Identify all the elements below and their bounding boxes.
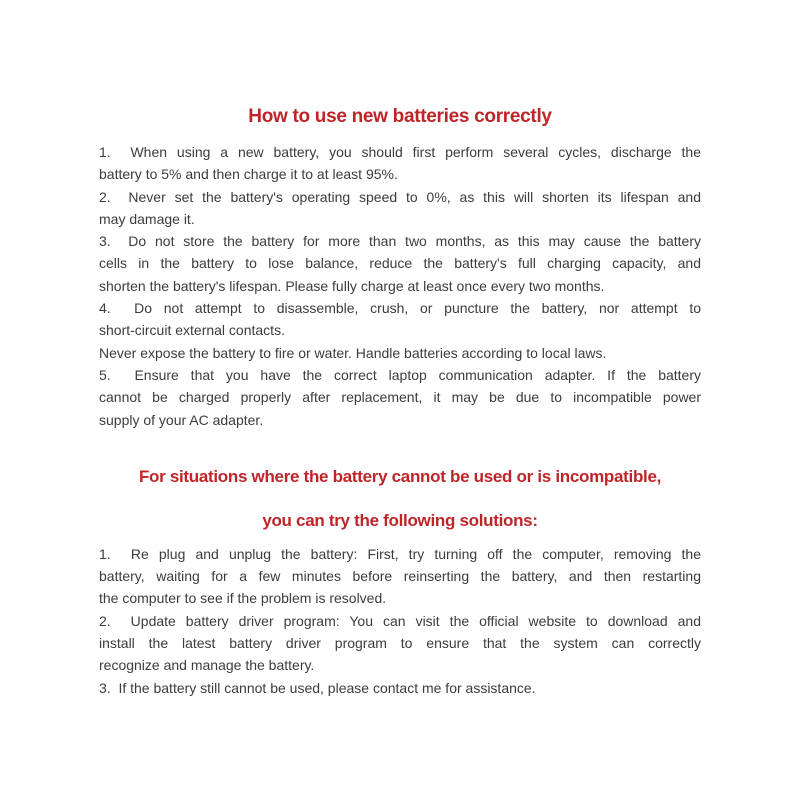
paragraph-line: battery, waiting for a few minutes before reinserting the battery, and then restarting	[99, 568, 701, 585]
section2-heading-line2: you can try the following solutions:	[262, 510, 538, 530]
paragraph-line: 1. When using a new battery, you should first perform several cycles, discharge the	[99, 144, 701, 160]
section1-heading: How to use new batteries correctly	[248, 106, 552, 127]
paragraph-line: Never expose the battery to fire or water. Handle batteries according to local laws.	[99, 344, 607, 361]
paragraph-line: 1. Re plug and unplug the battery: First, try turning off the computer, removing the	[99, 545, 701, 562]
document-content	[99, 0, 701, 699]
paragraph-line: short-circuit external contacts.	[99, 322, 285, 339]
paragraph-line: install the latest battery driver program to ensure that the system can correctly	[99, 635, 701, 652]
paragraph-line: supply of your AC adapter.	[99, 411, 264, 428]
section2-body	[99, 543, 701, 699]
paragraph-line: shorten the battery's lifespan. Please fully charge at least once every two months.	[99, 277, 605, 294]
paragraph-line: cannot be charged properly after replacement, it may be due to incompatible power	[99, 389, 701, 406]
section1-body	[99, 141, 701, 431]
section2-heading-line1: For situations where the battery cannot be used or is incompatible,	[138, 466, 662, 486]
paragraph-line: 2. Never set the battery's operating speed to 0%, as this will shorten its lifespan and	[99, 188, 701, 205]
paragraph-line: the computer to see if the problem is resolved.	[99, 590, 387, 607]
paragraph-line: 3. If the battery still cannot be used, please contact me for assistance.	[99, 679, 536, 696]
paragraph-line: may damage it.	[99, 210, 195, 227]
paragraph-line: cells in the battery to lose balance, reduce the battery's full charging capacity, and	[99, 255, 701, 272]
paragraph-line: 5. Ensure that you have the correct laptop communication adapter. If the battery	[99, 366, 701, 383]
paragraph-line: 3. Do not store the battery for more than two months, as this may cause the battery	[99, 233, 701, 250]
paragraph-line: battery to 5% and then charge it to at least 95%.	[99, 166, 398, 183]
paragraph-line: 2. Update battery driver program: You can visit the official website to download and	[99, 612, 701, 629]
paragraph-line: 4. Do not attempt to disassemble, crush, or puncture the battery, nor attempt to	[99, 300, 701, 317]
paragraph-line: recognize and manage the battery.	[99, 657, 315, 674]
